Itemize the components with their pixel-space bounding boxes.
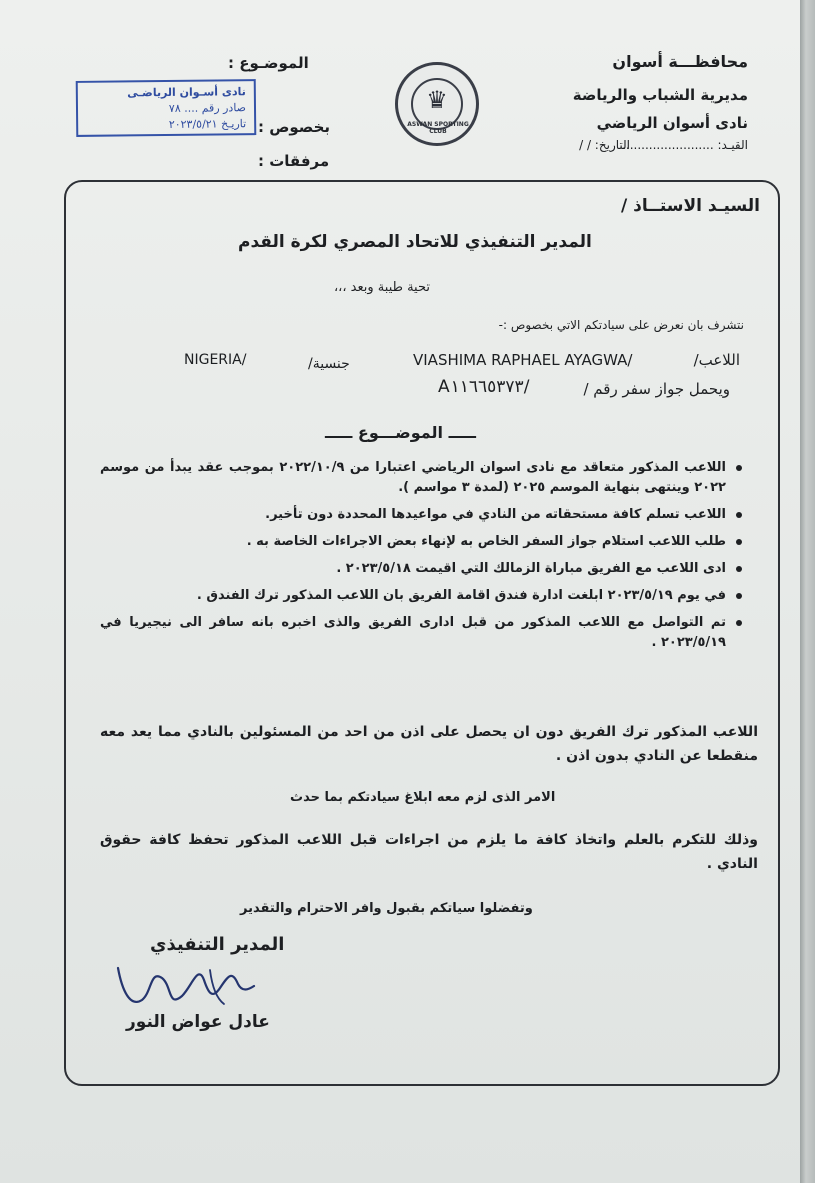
statement-paragraph: اللاعب المذكور ترك الفريق دون ان يحصل على اذن من احد من المسئولين بالنادي مما يعد معه منقطعا عن النادي بدون اذن . — [100, 724, 758, 764]
nationality-label: جنسية/ — [308, 356, 350, 372]
stamp-club-name: نادى أسـوان الرياضـى — [127, 85, 246, 100]
list-item: طلب اللاعب استلام جواز السفر الخاص به لإنهاء بعض الاجراءات الخاصة به . — [100, 532, 742, 552]
list-item: ادى اللاعب مع الفريق مباراة الزمالك التي اقيمت ٢٠٢٣/٥/١٨ . — [100, 559, 742, 579]
pharaoh-icon: ♛ — [426, 86, 448, 114]
closing-line: وتفضلوا سياتكم بقبول وافر الاحترام والتقدير — [240, 901, 533, 916]
stamp-outgoing-number: صادر رقم .... ٧٨ — [168, 101, 247, 115]
intro-line: نتشرف بان نعرض على سيادتكم الاتي بخصوص :- — [498, 318, 744, 332]
subject-label: الموضـوع : — [228, 54, 309, 72]
request-paragraph: وذلك للتكرم بالعلم واتخاذ كافة ما يلزم من اجراءات قبل اللاعب المذكور تحفظ كافة حقوق النادي . — [100, 832, 758, 872]
date-field: التاريخ: / / — [579, 138, 630, 152]
notification-paragraph: الامر الذى لزم معه ابلاغ سيادتكم بما حدث — [290, 790, 556, 805]
subject-title: ـــــ الموضـــوع ـــــ — [325, 423, 476, 442]
page-edge — [800, 0, 815, 1183]
governorate-header: محافظـــة أسوان — [612, 52, 748, 71]
list-item: في يوم ٢٠٢٣/٥/١٩ ابلغت ادارة فندق اقامة الفريق بان اللاعب المذكور ترك الفندق . — [100, 586, 742, 606]
signature-icon — [112, 950, 262, 1020]
stamp-date: تاريـخ ٢٠٢٣/٥/٢١ — [168, 117, 247, 131]
reference-field: القيـد: ........................ — [622, 138, 748, 152]
regarding-label: بخصوص : — [258, 118, 331, 136]
salutation: السيـد الاستــاذ / — [621, 196, 760, 216]
player-label: اللاعب/ — [693, 351, 740, 369]
facts-list — [100, 458, 742, 660]
directorate-header: مديرية الشباب والرياضة — [572, 86, 748, 104]
club-logo-text: ASWAN SPORTING CLUB — [407, 121, 469, 135]
club-logo — [395, 62, 479, 146]
passport-label: ويحمل جواز سفر رقم / — [583, 380, 730, 398]
list-item: اللاعب المذكور متعاقد مع نادى اسوان الرياضي اعتبارا من ٢٠٢٢/١٠/٩ بموجب عقد يبدأ من موسم ٢٠٢٢ وينتهى بنهاية الموسم ٢٠٢٥ (لمدة ٣ مواسم ). — [100, 458, 742, 498]
addressee: المدير التنفيذي للاتحاد المصري لكرة القدم — [238, 232, 592, 252]
attachments-label: مرفقات : — [258, 152, 330, 170]
outgoing-stamp — [76, 79, 257, 137]
list-item: تم التواصل مع اللاعب المذكور من قبل ادارى الفريق والذى اخبره بانه سافر الى نيجيريا في ٢٠٢٣/٥/١٩ . — [100, 613, 742, 653]
player-name: VIASHIMA RAPHAEL AYAGWA/ — [413, 351, 633, 369]
signatory-title: المدير التنفيذي — [150, 934, 285, 955]
list-item: اللاعب تسلم كافة مستحقاته من النادي في مواعيدها المحددة دون تأخير. — [100, 505, 742, 525]
nationality-value: NIGERIA/ — [184, 352, 247, 368]
passport-number: A١١٦٦٥٣٧٣/ — [438, 377, 530, 397]
signatory-name: عادل عواض النور — [126, 1012, 270, 1032]
greeting: تحية طيبة وبعد ،،، — [333, 280, 430, 295]
club-header: نادى أسوان الرياضي — [596, 114, 748, 132]
